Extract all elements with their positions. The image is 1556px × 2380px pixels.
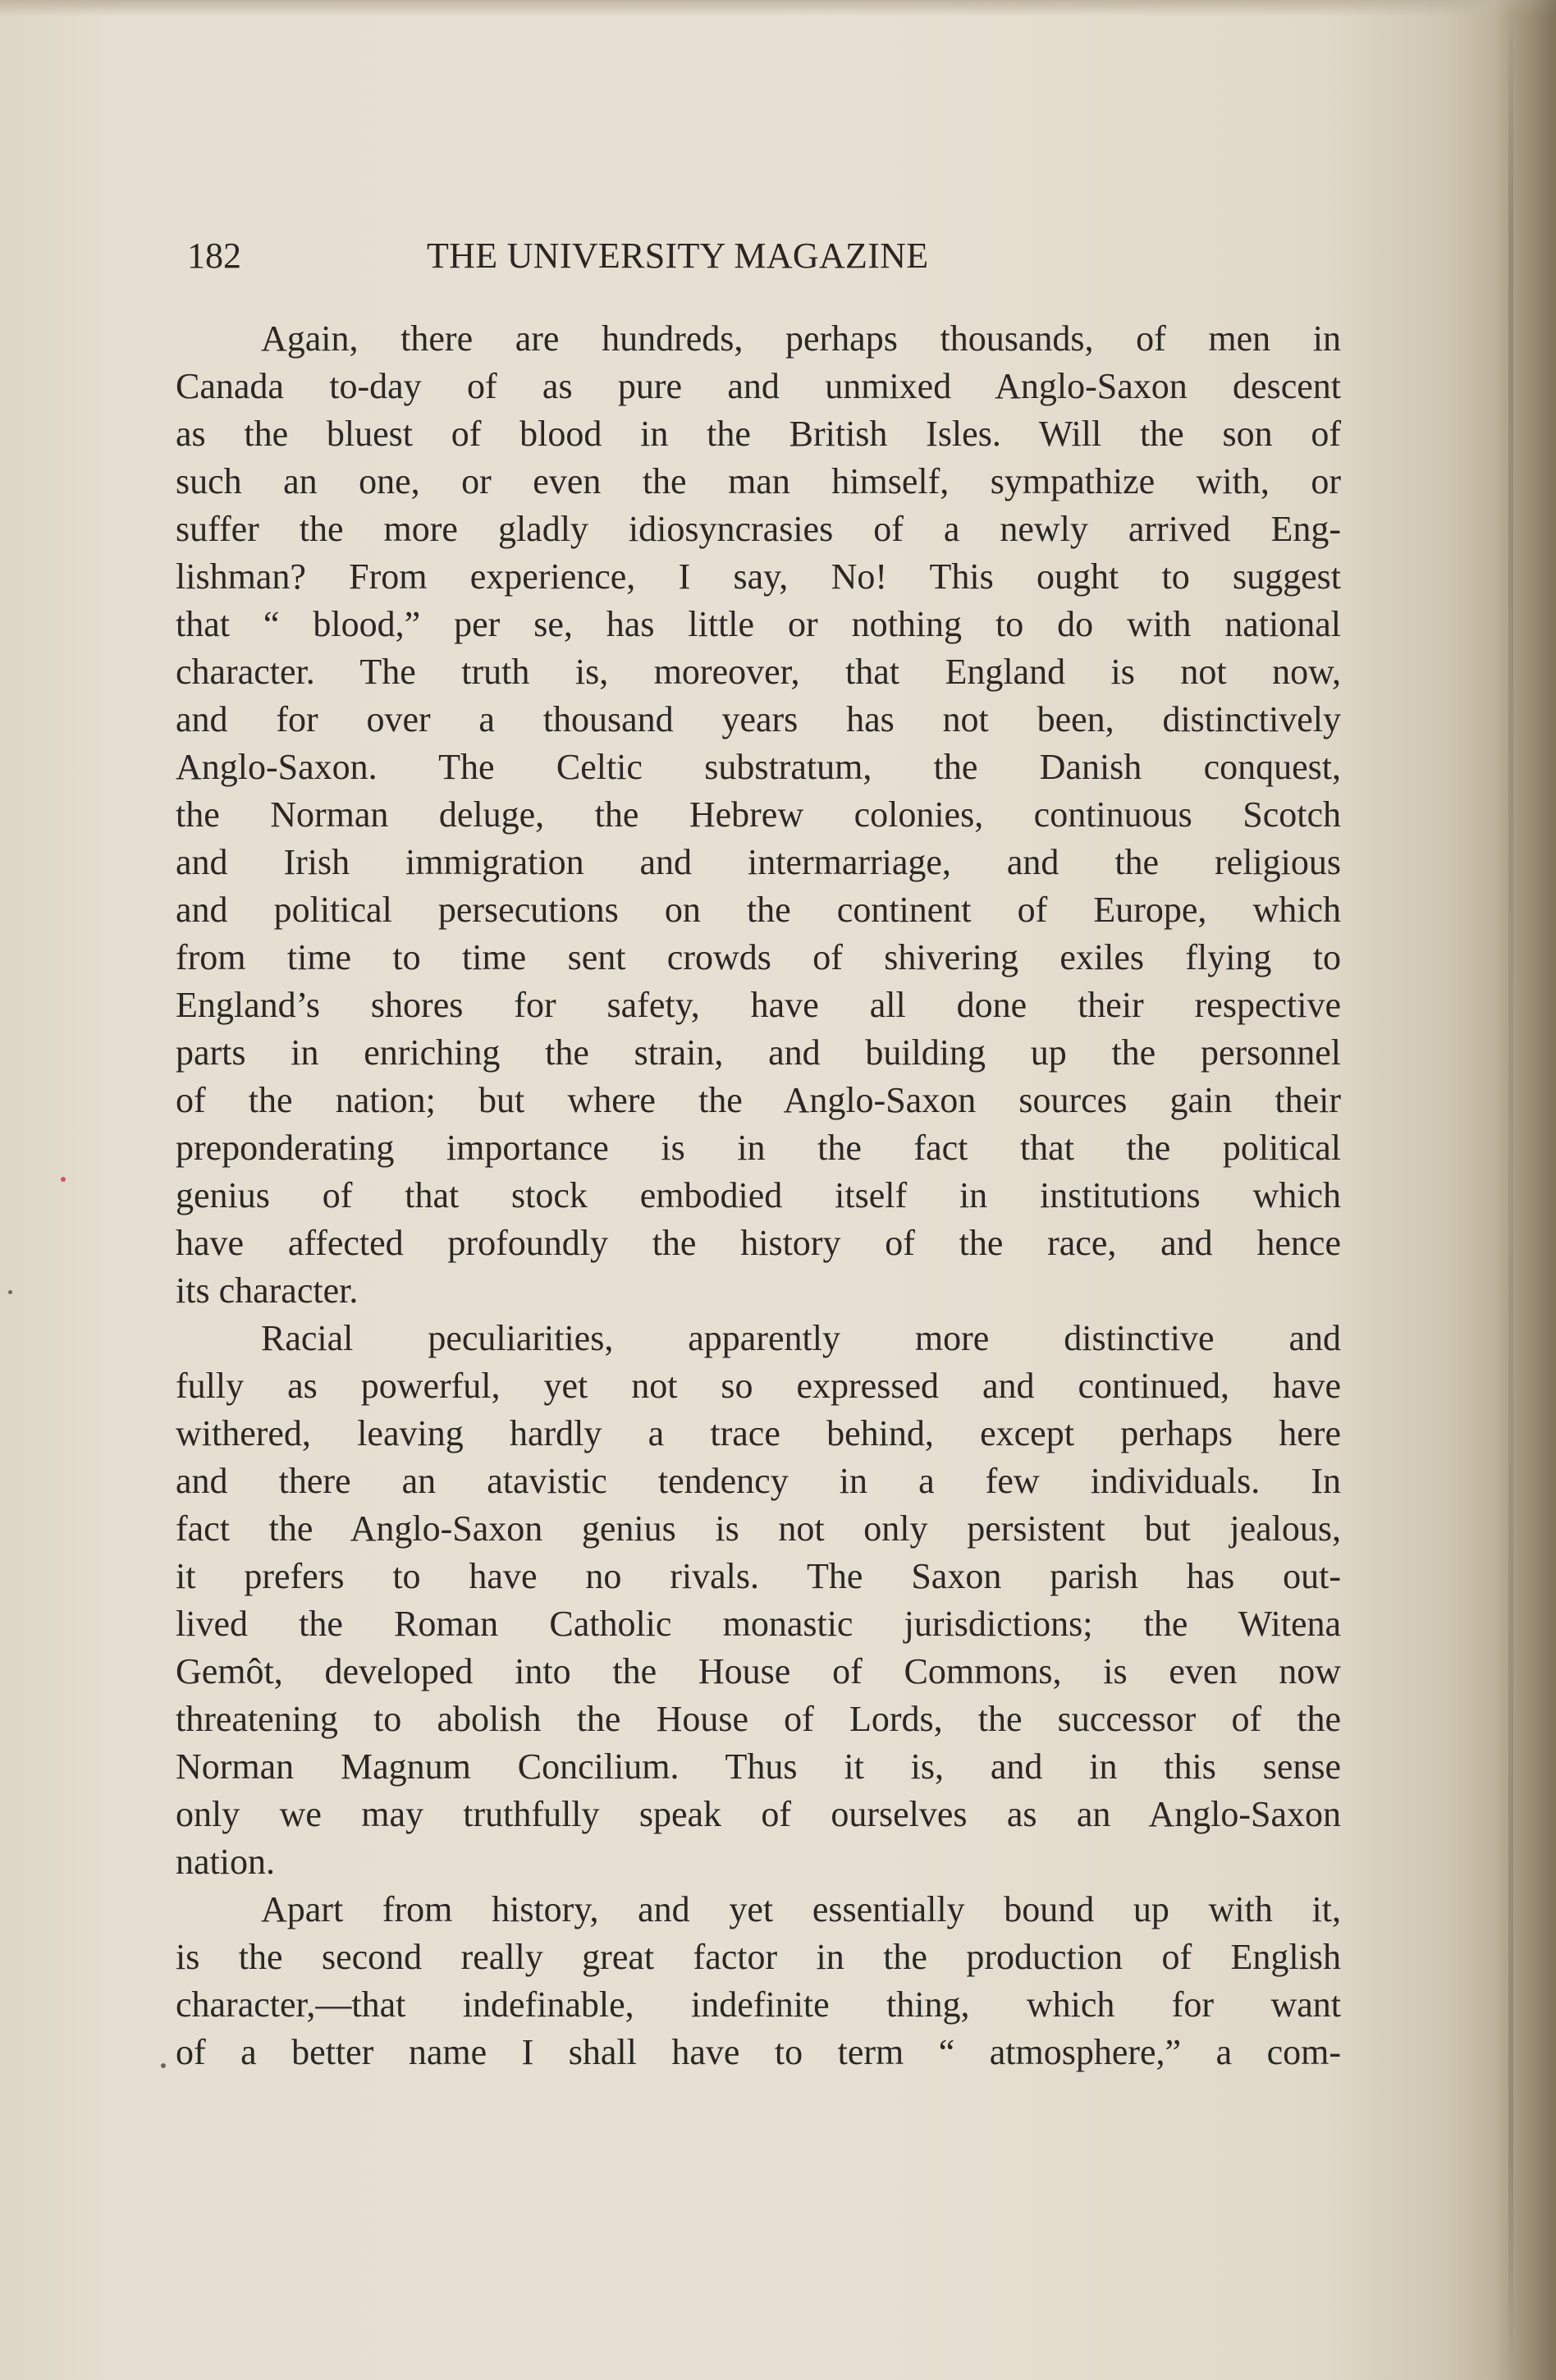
text-line: the Norman deluge, the Hebrew colonies, continuous Scotch [176, 794, 1341, 835]
text-line: Racial peculiarities, apparently more distinctive and [261, 1318, 1341, 1358]
text-line: as the bluest of blood in the British Isles. Will the son of [176, 414, 1341, 454]
margin-ink-dot [161, 2063, 166, 2068]
text-line: Canada to-day of as pure and unmixed Anglo-Saxon descent [176, 366, 1341, 406]
text-line: such an one, or even the man himself, sympathize with, or [176, 461, 1341, 501]
text-line: nation. [176, 1842, 275, 1882]
text-line: and there an atavistic tendency in a few individuals. In [176, 1461, 1341, 1501]
text-line: lived the Roman Catholic monastic jurisdictions; the Witena [176, 1604, 1341, 1644]
text-line: parts in enriching the strain, and building up the personnel [176, 1032, 1341, 1073]
text-line: and for over a thousand years has not been, distinctively [176, 699, 1341, 739]
text-line: is the second really great factor in the production of English [176, 1937, 1341, 1977]
text-line: fact the Anglo-Saxon genius is not only persistent but jealous, [176, 1508, 1341, 1549]
page-top-shadow [0, 0, 1556, 16]
text-line: of a better name I shall have to term “ atmosphere,” a com- [176, 2032, 1341, 2072]
text-line: and political persecutions on the continent of Europe, which [176, 890, 1341, 930]
text-line: Again, there are hundreds, perhaps thousands, of men in [261, 318, 1341, 359]
paragraph-1 [176, 315, 1341, 1315]
text-line: its character. [176, 1270, 359, 1311]
text-line: withered, leaving hardly a trace behind, except perhaps here [176, 1413, 1341, 1453]
paragraph-2 [176, 1315, 1341, 1886]
binding-shadow [1494, 0, 1556, 2380]
text-line: preponderating importance is in the fact that the political [176, 1128, 1341, 1168]
running-head [187, 231, 1336, 281]
text-line: of the nation; but where the Anglo-Saxon sources gain their [176, 1080, 1341, 1120]
text-line: have affected profoundly the history of the race, and hence [176, 1223, 1341, 1263]
body-text [176, 315, 1341, 2076]
paragraph-3 [176, 1886, 1341, 2076]
text-line: lishman? From experience, I say, No! This ought to suggest [176, 556, 1341, 597]
text-line: only we may truthfully speak of ourselves as an Anglo-Saxon [176, 1794, 1341, 1834]
text-line: England’s shores for safety, have all done their respective [176, 985, 1341, 1025]
text-line: fully as powerful, yet not so expressed and continued, have [176, 1366, 1341, 1406]
binding-crease [1508, 0, 1513, 2380]
text-line: Anglo-Saxon. The Celtic substratum, the Danish conquest, [176, 747, 1341, 787]
text-line: Gemôt, developed into the House of Commons, is even now [176, 1651, 1341, 1691]
text-line: from time to time sent crowds of shivering exiles flying to [176, 937, 1341, 977]
text-line: it prefers to have no rivals. The Saxon parish has out- [176, 1556, 1341, 1596]
text-line: suffer the more gladly idiosyncrasies of a newly arrived Eng- [176, 509, 1341, 549]
text-line: character. The truth is, moreover, that England is not now, [176, 652, 1341, 692]
margin-ink-dot [8, 1290, 12, 1294]
page-number: 182 [187, 236, 241, 276]
text-line: Apart from history, and yet essentially bound up with it, [261, 1889, 1341, 1929]
journal-title: THE UNIVERSITY MAGAZINE [427, 236, 929, 276]
text-line: that “ blood,” per se, has little or nothing to do with national [176, 604, 1341, 644]
margin-ink-mark [61, 1177, 66, 1182]
text-line: character,—that indefinable, indefinite thing, which for want [176, 1984, 1341, 2025]
text-line: genius of that stock embodied itself in institutions which [176, 1175, 1341, 1215]
text-line: and Irish immigration and intermarriage, and the religious [176, 842, 1341, 882]
text-line: Norman Magnum Concilium. Thus it is, and in this sense [176, 1746, 1341, 1787]
text-line: threatening to abolish the House of Lords, the successor of the [176, 1699, 1341, 1739]
